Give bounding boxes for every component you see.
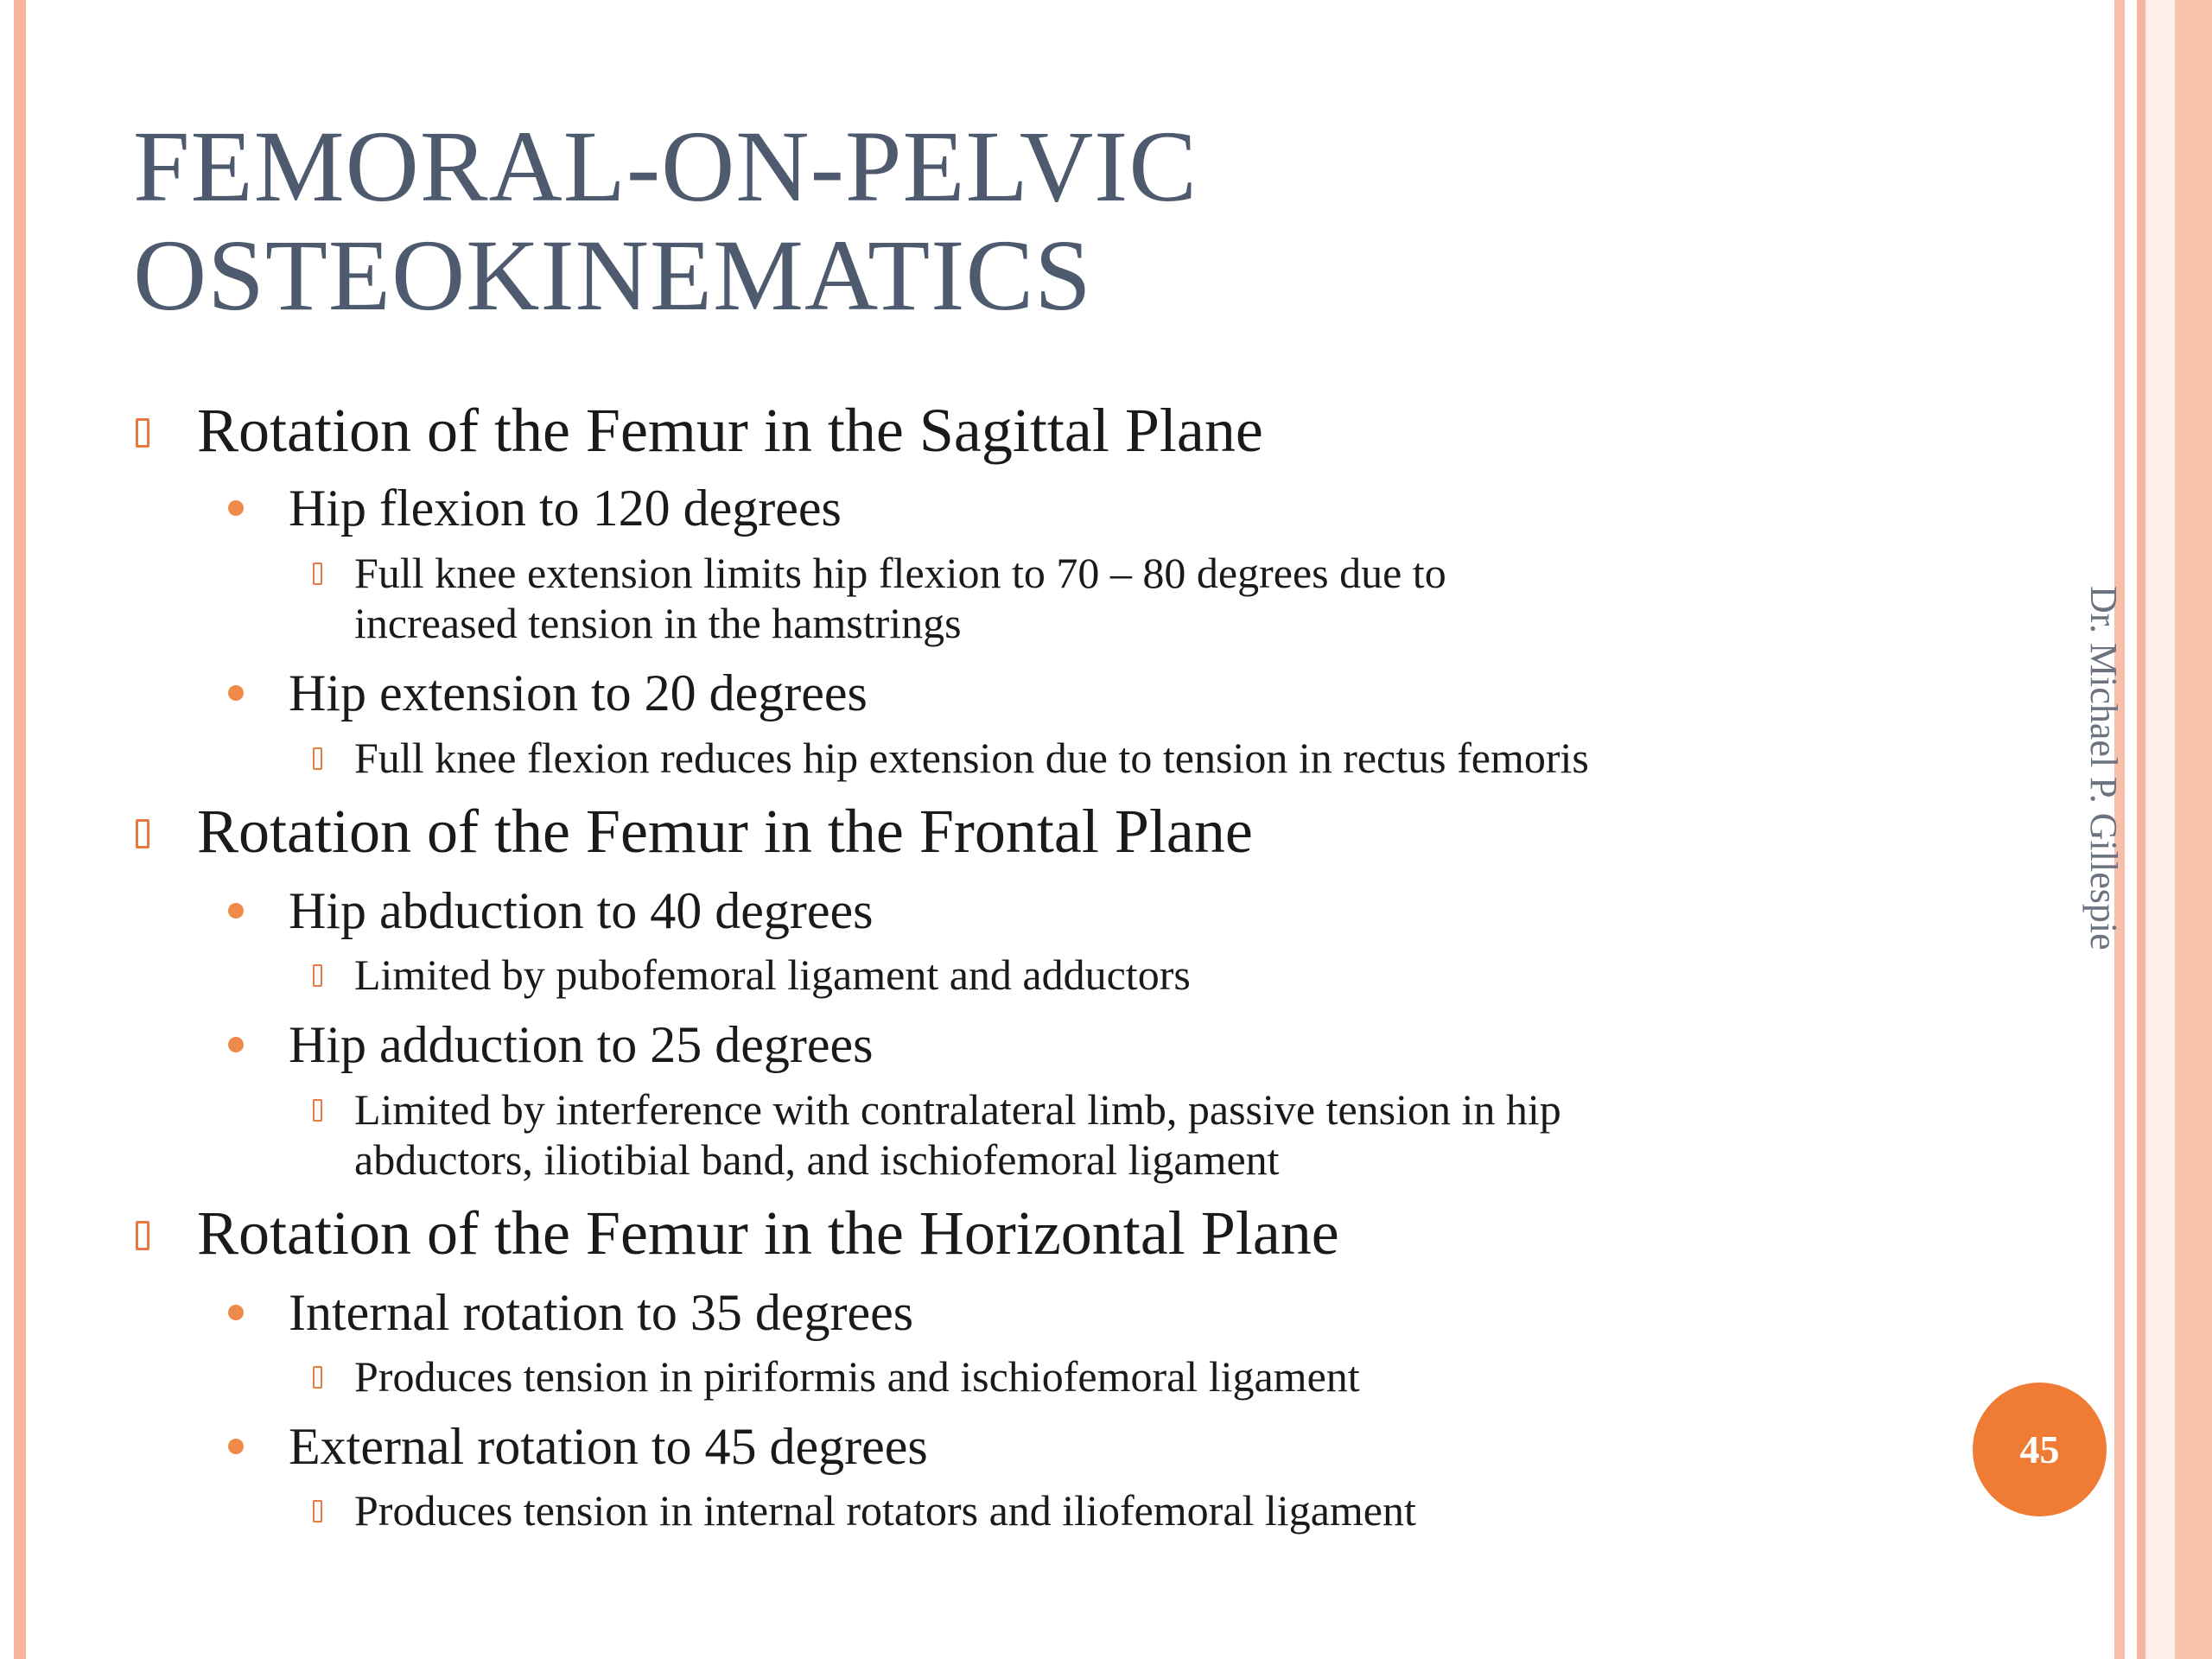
bullet-item: Hip flexion to 120 degrees <box>289 480 842 537</box>
note-bullet-icon <box>313 1500 322 1522</box>
note-bullet-icon <box>313 1099 322 1122</box>
right-border-gap <box>2125 0 2137 1659</box>
item-bullet-icon <box>228 685 244 701</box>
page-number-badge: 45 <box>1973 1382 2107 1516</box>
note-bullet-icon <box>313 964 322 987</box>
note-line: Full knee flexion reduces hip extension due to tension in rectus femoris <box>354 734 1589 782</box>
note-line: Produces tension in internal rotators and iliofemoral ligament <box>354 1486 1416 1535</box>
bullet-item: Hip abduction to 40 degrees <box>289 882 874 939</box>
note-line: increased tension in the hamstrings <box>354 599 962 647</box>
note-line: Limited by pubofemoral ligament and adductors <box>354 950 1191 999</box>
note-line: Limited by interference with contralateral limb, passive tension in hip <box>354 1085 1561 1134</box>
item-bullet-icon <box>228 1305 244 1320</box>
section-heading: Rotation of the Femur in the Sagittal Plane <box>197 396 1263 465</box>
right-border-band <box>2175 0 2212 1659</box>
note-bullet-icon <box>313 563 322 585</box>
section-bullet-icon <box>136 819 149 849</box>
bullet-item: Hip adduction to 25 degrees <box>289 1016 874 1073</box>
bullet-item: External rotation to 45 degrees <box>289 1418 928 1475</box>
item-bullet-icon <box>228 1037 244 1052</box>
author-footer: Dr. Michael P. Gillespie <box>2082 586 2125 950</box>
note-line: Produces tension in piriformis and ischiofemoral ligament <box>354 1352 1360 1401</box>
section-bullet-icon <box>136 1221 149 1250</box>
section-heading: Rotation of the Femur in the Frontal Plane <box>197 797 1253 866</box>
item-bullet-icon <box>228 903 244 918</box>
section-bullet-icon <box>136 418 149 448</box>
note-bullet-icon <box>313 1366 322 1389</box>
right-border-band <box>2145 0 2175 1659</box>
item-bullet-icon <box>228 500 244 516</box>
note-bullet-icon <box>313 747 322 770</box>
bullet-item: Hip extension to 20 degrees <box>289 664 868 721</box>
bullet-item: Internal rotation to 35 degrees <box>289 1284 914 1341</box>
item-bullet-icon <box>228 1439 244 1454</box>
slide-title-line: OSTEOKINEMATICS <box>133 219 1092 332</box>
note-line: abductors, iliotibial band, and ischiofemoral ligament <box>354 1135 1280 1184</box>
slide-title-line: FEMORAL-ON-PELVIC <box>133 110 1198 223</box>
right-border-stripe <box>2137 0 2145 1659</box>
section-heading: Rotation of the Femur in the Horizontal Plane <box>197 1198 1339 1268</box>
note-line: Full knee extension limits hip flexion to 70 – 80 degrees due to <box>354 549 1446 597</box>
